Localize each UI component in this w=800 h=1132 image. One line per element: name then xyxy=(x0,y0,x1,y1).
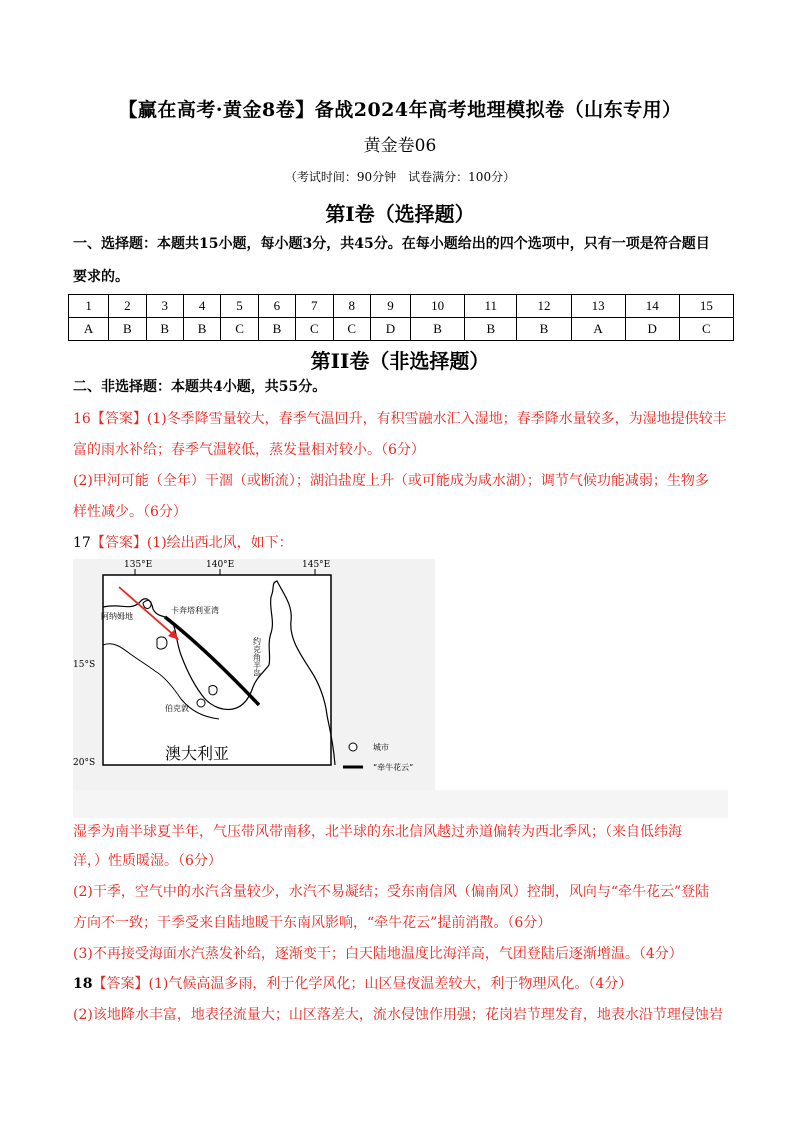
answer-table-number-cell: 1 xyxy=(69,295,109,318)
part1-heading: 第I卷（选择题） xyxy=(325,202,475,226)
paper-title: 【赢在高考·黄金8卷】备战2024年高考地理模拟卷（山东专用） xyxy=(118,99,682,121)
q17-line1 xyxy=(73,528,728,559)
q17-line6: (3)不再接受海面水汽蒸发补给，逐渐变干；白天陆地温度比海洋高，气团登陆后逐渐增温。（4分） xyxy=(73,946,683,962)
answer-table-answer-cell: C xyxy=(296,318,333,341)
lon-label-145: 145°E xyxy=(302,560,331,570)
place-arnhem: 阿纳姆地 xyxy=(101,612,133,621)
lat-label-15s: 15°S xyxy=(73,660,96,670)
answer-table-number-cell: 6 xyxy=(258,295,295,318)
answer-table-answer-cell: A xyxy=(69,318,109,341)
q16-line4: 样性减少。（6分） xyxy=(73,504,187,520)
part1-instruction-line1: 一、选择题：本题共15小题，每小题3分，共45分。在每小题给出的四个选项中，只有一项是符合题目 xyxy=(73,236,710,252)
q17-line3: 洋，）性质暖湿。（6分） xyxy=(73,853,222,869)
answer-table-number-row xyxy=(69,295,734,318)
lat-label-20s: 20°S xyxy=(73,758,96,768)
place-cape-york: 约克角半岛 xyxy=(252,637,262,677)
q18-line2: (2)该地降水丰富，地表径流量大；山区落差大，流水侵蚀作用强；花岗岩节理发育，地表水沿节理侵蚀岩 xyxy=(73,1007,723,1023)
answer-table-number-cell: 14 xyxy=(625,295,679,318)
q17-answer-tag: 【答案】 xyxy=(90,535,147,551)
answer-table-number-cell: 7 xyxy=(296,295,333,318)
answer-table-answer-cell: B xyxy=(411,318,465,341)
legend-cloud-label: “牵牛花云” xyxy=(373,763,414,772)
answer-table-answer-cell: B xyxy=(465,318,517,341)
map-svg xyxy=(73,559,435,792)
answer-table-number-cell: 15 xyxy=(679,295,733,318)
answer-table-number-cell: 10 xyxy=(411,295,465,318)
legend-city-label: 城市 xyxy=(373,743,389,752)
q18-number: 18 xyxy=(73,976,93,992)
place-gulf: 卡奔塔利亚湾 xyxy=(171,606,219,615)
q17-text: (1)绘出西北风，如下： xyxy=(146,535,293,551)
answer-table-number-cell: 9 xyxy=(370,295,410,318)
q17-number: 17 xyxy=(73,535,91,551)
answer-table-number-cell: 12 xyxy=(517,295,571,318)
answer-table-answer-cell: B xyxy=(146,318,183,341)
answer-table-answer-cell: C xyxy=(333,318,370,341)
answer-table-answer-cell: A xyxy=(571,318,625,341)
answer-table-answer-cell: C xyxy=(679,318,733,341)
paper-subtitle: 黄金卷06 xyxy=(363,136,437,156)
answer-table-number-cell: 2 xyxy=(109,295,146,318)
q16-line2: 富的雨水补给；春季气温较低，蒸发量相对较小。（6分） xyxy=(73,442,425,458)
place-burketown: 伯克敦 xyxy=(165,704,189,713)
q16-line3: (2)甲河可能（全年）干涸（或断流）；湖泊盐度上升（或可能成为咸水湖）；调节气候功能减弱；生物多 xyxy=(73,473,709,489)
answer-table xyxy=(68,294,734,341)
q16-line1 xyxy=(73,404,728,435)
answer-table-number-cell: 3 xyxy=(146,295,183,318)
answer-table-answer-cell: B xyxy=(258,318,295,341)
country-label: 澳大利亚 xyxy=(165,744,230,763)
q18-answer-tag: 【答案】 xyxy=(92,976,149,992)
map-caption-band xyxy=(73,790,728,818)
part2-heading: 第II卷（非选择题） xyxy=(310,349,490,373)
part1-instruction-line2: 要求的。 xyxy=(73,269,129,285)
answer-table-number-cell: 4 xyxy=(183,295,220,318)
q16-text: (1)冬季降雪量较大，春季气温回升，有积雪融水汇入湿地；春季降水量较多，为湿地提供较丰 xyxy=(146,411,727,427)
answer-table-answer-cell: D xyxy=(370,318,410,341)
lon-label-135: 135°E xyxy=(124,560,153,570)
answer-table-number-cell: 8 xyxy=(333,295,370,318)
city-icon xyxy=(197,699,205,707)
q17-line5: 方向不一致；干季受来自陆地暖干东南风影响，“牵牛花云”提前消散。（6分） xyxy=(73,915,552,931)
answer-table-answer-row xyxy=(69,318,734,341)
lon-label-140: 140°E xyxy=(206,560,235,570)
q17-line2: 湿季为南半球夏半年，气压带风带南移，北半球的东北信风越过赤道偏转为西北季风；（来自低纬海 xyxy=(73,824,682,840)
answer-table-number-cell: 11 xyxy=(465,295,517,318)
answer-table-answer-cell: B xyxy=(517,318,571,341)
q16-number: 16 xyxy=(73,411,91,427)
exam-info: （考试时间：90分钟 试卷满分：100分） xyxy=(284,170,516,184)
answer-table-answer-cell: B xyxy=(109,318,146,341)
q17-line4: (2)干季，空气中的水汽含量较少，水汽不易凝结；受东南信风（偏南风）控制，风向与“牵牛花云”登陆 xyxy=(73,884,710,900)
answer-table-answer-cell: D xyxy=(625,318,679,341)
answer-table-answer-cell: B xyxy=(183,318,220,341)
answer-table-number-cell: 5 xyxy=(221,295,258,318)
answer-table-answer-cell: C xyxy=(221,318,258,341)
legend-city-icon xyxy=(349,743,357,751)
q18-text: (1)气候高温多雨，利于化学风化；山区昼夜温差较大，利于物理风化。（4分） xyxy=(148,976,633,992)
q16-answer-tag: 【答案】 xyxy=(90,411,147,427)
part2-instruction: 二、非选择题：本题共4小题，共55分。 xyxy=(73,379,327,395)
answer-table-number-cell: 13 xyxy=(571,295,625,318)
q18-line1 xyxy=(73,969,728,1000)
map-figure xyxy=(73,559,435,792)
